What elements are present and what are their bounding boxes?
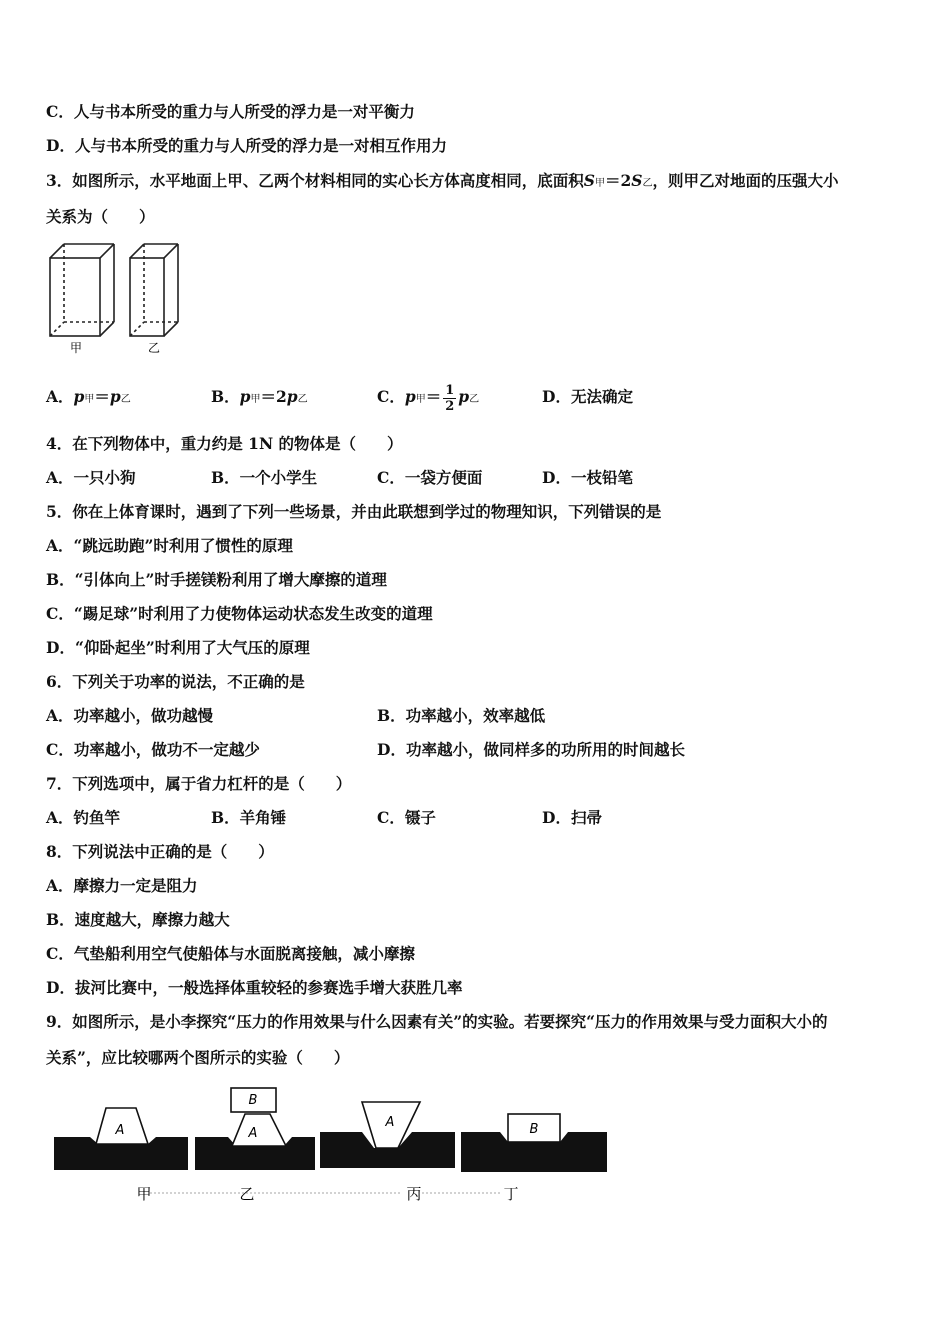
q8-option-d: D．拔河比赛中，一般选择体重较轻的参赛选手增大获胜几率 [46,978,463,997]
q9-figure-sponge-experiments [50,1080,630,1210]
q9-figure-ding [461,1114,607,1172]
q9-stem-line1: 9．如图所示，是小李探究“压力的作用效果与什么因素有关”的实验。若要探究“压力的作用效果与受力面积大小的 [46,1012,828,1031]
q4-option-d: D．一枝铅笔 [542,468,633,487]
q7-option-c: C．镊子 [377,808,436,827]
q5-option-a: A．“跳远助跑”时利用了惯性的原理 [46,536,293,555]
q2-option-d: D．人与书本所受的重力与人所受的浮力是一对相互作用力 [46,136,447,155]
q8-option-a: A．摩擦力一定是阻力 [46,876,198,895]
q8-stem: 8．下列说法中正确的是（ ） [46,842,274,861]
q4-option-c: C．一袋方便面 [377,468,483,487]
q9-block-a-bing: A [385,1115,395,1130]
q5-option-d: D．“仰卧起坐”时利用了大气压的原理 [46,638,310,657]
q9-label-jia: 甲 [136,1185,152,1203]
q9-label-ding: 丁 [503,1185,519,1203]
q3-option-d: D．无法确定 [542,387,633,406]
q7-option-b: B．羊角锤 [211,808,287,827]
q9-block-b-ding: B [529,1122,539,1137]
q9-figure-yi [195,1088,315,1170]
q9-label-bing: 丙 [406,1185,422,1203]
q9-block-b-yi: B [248,1093,258,1108]
q3-stem-line2: 关系为（ ） [46,207,155,226]
q4-option-a: A．一只小狗 [46,468,136,487]
q6-option-d: D．功率越小，做同样多的功所用的时间越长 [377,740,685,759]
q8-option-c: C．气垫船利用空气使船体与水面脱离接触，减小摩擦 [46,944,415,963]
q4-stem: 4．在下列物体中，重力约是 1N 的物体是（ ） [46,434,403,453]
q3-option-a: A．p甲＝p乙 [46,387,131,406]
q5-option-b: B．“引体向上”时手搓镁粉利用了增大摩擦的道理 [46,570,387,589]
q2-option-c: C．人与书本所受的重力与人所受的浮力是一对平衡力 [46,102,415,121]
q6-option-a: A．功率越小，做功越慢 [46,706,214,725]
q5-stem: 5．你在上体育课时，遇到了下列一些场景，并由此联想到学过的物理知识，下列错误的是 [46,502,662,521]
q3-option-c: C．p甲＝ $\frac{1}{2}$ p乙 [377,382,480,414]
q3-figure-label-yi: 乙 [147,341,161,355]
q3-option-b: B．p甲＝2p乙 [211,387,308,406]
q3-stem-line1: 3．如图所示，水平地面上甲、乙两个材料相同的实心长方体高度相同，底面积S甲＝2S乙，则甲乙对地面的压强大小 [46,171,839,190]
q6-stem: 6．下列关于功率的说法，不正确的是 [46,672,305,691]
q7-option-a: A．钓鱼竿 [46,808,121,827]
q7-option-d: D．扫帚 [542,808,602,827]
q3-figure-label-jia: 甲 [69,341,83,355]
q6-option-b: B．功率越小，效率越低 [377,706,546,725]
q7-stem: 7．下列选项中，属于省力杠杆的是（ ） [46,774,352,793]
q9-stem-line2: 关系”，应比较哪两个图所示的实验（ ） [46,1048,350,1067]
q9-label-yi: 乙 [239,1185,255,1203]
q9-figure-jia [54,1108,188,1170]
q9-block-a-jia: A [115,1123,125,1138]
q8-option-b: B．速度越大，摩擦力越大 [46,910,230,929]
q3-figure-boxes [44,238,194,360]
q4-option-b: B．一个小学生 [211,468,318,487]
q9-block-a-yi: A [248,1126,258,1141]
q5-option-c: C．“踢足球”时利用了力使物体运动状态发生改变的道理 [46,604,433,623]
q9-figure-bing [320,1102,455,1168]
q6-option-c: C．功率越小，做功不一定越少 [46,740,260,759]
q3-fraction: $\frac{1}{2}$ [445,382,455,414]
